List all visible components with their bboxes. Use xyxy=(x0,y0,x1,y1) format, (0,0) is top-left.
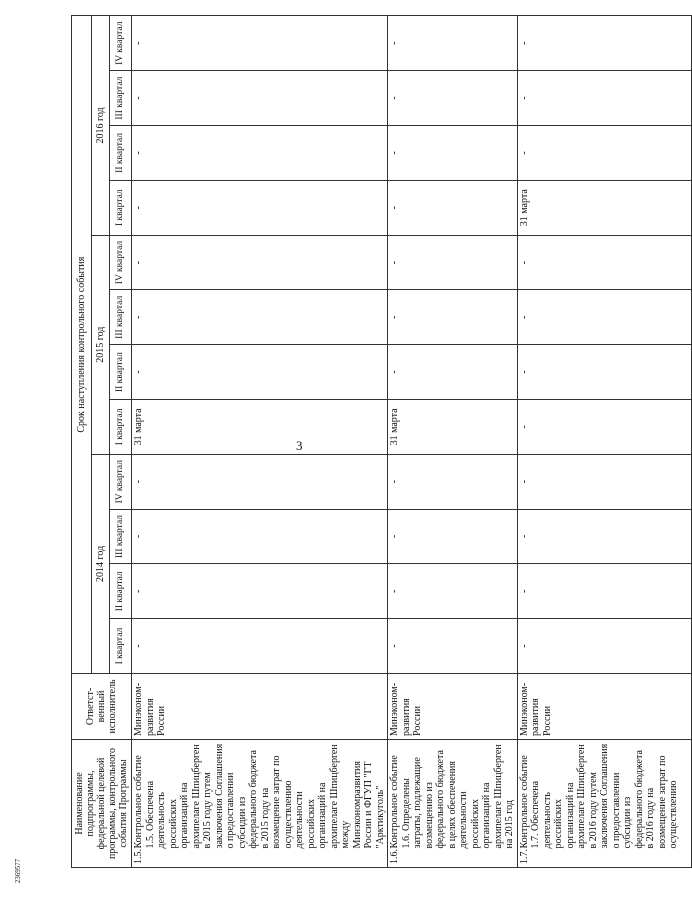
deadline-cell: - xyxy=(517,345,691,400)
header-quarter: II квартал xyxy=(110,126,132,181)
header-year-2014: 2014 год xyxy=(92,454,110,673)
rotated-table-container xyxy=(71,16,679,868)
row-number: 1.6. xyxy=(388,852,518,868)
header-quarter: I квартал xyxy=(110,180,132,235)
deadline-cell: - xyxy=(517,16,691,71)
header-quarter: I квартал xyxy=(110,619,132,674)
row-number: 1.7. xyxy=(517,852,691,868)
deadline-cell: - xyxy=(132,564,388,619)
header-name: Наименование подпрограммы, федеральной целевой программы, контрольного события Программы xyxy=(72,739,132,867)
deadline-cell: - xyxy=(517,235,691,290)
deadline-cell: 31 марта xyxy=(388,400,518,455)
header-quarter: III квартал xyxy=(110,509,132,564)
header-year-2015: 2015 год xyxy=(92,235,110,454)
deadline-cell: - xyxy=(517,400,691,455)
deadline-cell: - xyxy=(388,235,518,290)
deadline-cell: - xyxy=(388,180,518,235)
deadline-cell: - xyxy=(132,290,388,345)
table-row xyxy=(517,16,691,868)
control-events-table xyxy=(71,15,692,868)
header-quarter: IV квартал xyxy=(110,454,132,509)
deadline-cell: - xyxy=(517,454,691,509)
deadline-cell: - xyxy=(388,126,518,181)
deadline-cell: - xyxy=(517,290,691,345)
deadline-cell: - xyxy=(132,454,388,509)
deadline-cell: - xyxy=(132,235,388,290)
document-id: 2369577 xyxy=(14,858,22,884)
deadline-cell: - xyxy=(517,619,691,674)
deadline-cell: - xyxy=(132,509,388,564)
header-quarter: IV квартал xyxy=(110,16,132,71)
deadline-cell: - xyxy=(388,345,518,400)
header-quarter: I квартал xyxy=(110,400,132,455)
deadline-cell: - xyxy=(132,71,388,126)
deadline-cell: - xyxy=(388,564,518,619)
table-row xyxy=(132,16,388,868)
event-name: Контрольное событие 1.5. Обеспечена деятельность российских организаций на архипелаге Шпицберген в 2015 году путем заключения Соглашения о предоставлении субсидии из федерального бюджета в 2015 году на возмещение затрат по осуществлению деятельности российских организаций на архипелаге Шпицберген между Минэкономразвития России и ФГУП "ГТ "Арктикуголь" xyxy=(132,739,388,851)
deadline-cell: - xyxy=(132,619,388,674)
header-quarter: III квартал xyxy=(110,290,132,345)
header-quarter: II квартал xyxy=(110,564,132,619)
deadline-cell: - xyxy=(517,126,691,181)
deadline-cell: - xyxy=(388,71,518,126)
header-deadline-group: Срок наступления контрольного события xyxy=(72,16,92,674)
event-executor: Минэконом-развития России xyxy=(388,673,518,739)
header-quarter: II квартал xyxy=(110,345,132,400)
header-quarter: III квартал xyxy=(110,71,132,126)
table-row xyxy=(388,16,518,868)
deadline-cell: - xyxy=(132,345,388,400)
row-number: 1.5. xyxy=(132,852,388,868)
deadline-cell: - xyxy=(132,16,388,71)
deadline-cell: - xyxy=(388,290,518,345)
event-executor: Минэконом-развития России xyxy=(517,673,691,739)
deadline-cell: - xyxy=(132,180,388,235)
deadline-cell: 31 марта xyxy=(132,400,388,455)
deadline-cell: 31 марта xyxy=(517,180,691,235)
deadline-cell: - xyxy=(388,16,518,71)
deadline-cell: - xyxy=(517,509,691,564)
header-quarter: IV квартал xyxy=(110,235,132,290)
event-executor: Минэконом-развития России xyxy=(132,673,388,739)
header-year-2016: 2016 год xyxy=(92,16,110,235)
event-name: Контрольное событие 1.7. Обеспечена деятельность российских организаций на архипелаге Шпицберген в 2016 году путем заключения Соглашения о предоставлении субсидии из федерального бюджета в 2016 году на возмещение затрат по осуществлению xyxy=(517,739,691,851)
deadline-cell: - xyxy=(388,619,518,674)
header-executor: Ответст-венный исполнитель xyxy=(72,673,132,739)
deadline-cell: - xyxy=(132,126,388,181)
deadline-cell: - xyxy=(388,454,518,509)
deadline-cell: - xyxy=(517,71,691,126)
deadline-cell: - xyxy=(517,564,691,619)
deadline-cell: - xyxy=(388,509,518,564)
event-name: Контрольное событие 1.6. Определены затраты, подлежащие возмещению из федерального бюджета в целях обеспечения деятельности российских организаций на архипелаге Шпицберген на 2015 год xyxy=(388,739,518,851)
page-number: 3 xyxy=(296,438,303,453)
